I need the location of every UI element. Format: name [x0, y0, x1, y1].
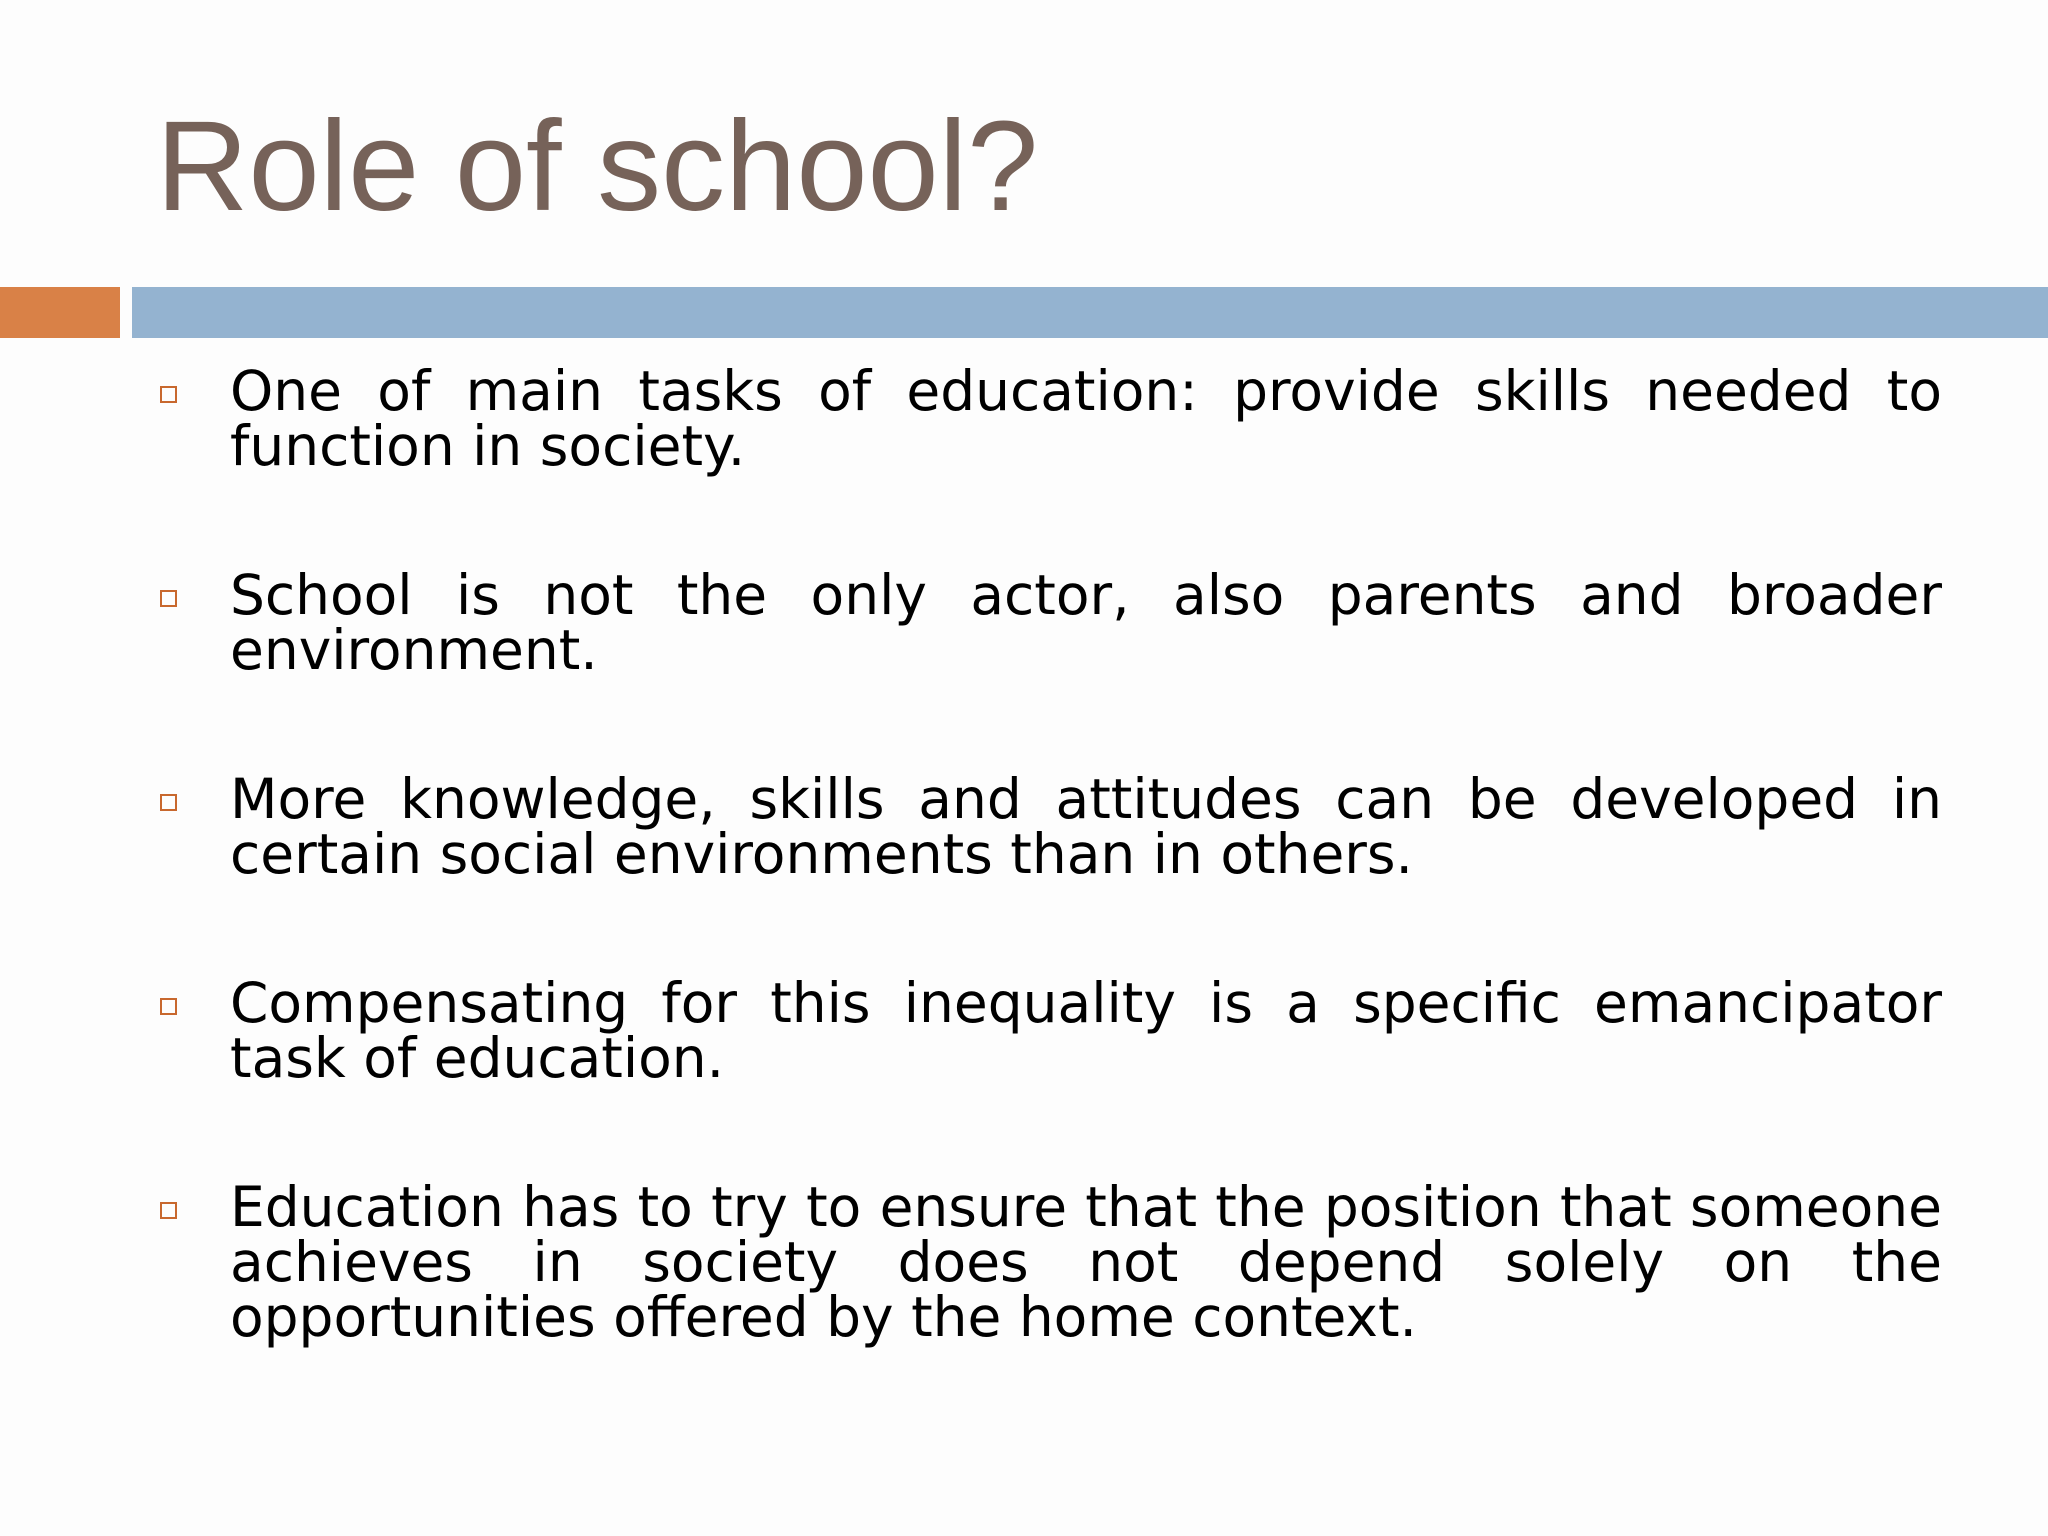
bullet-list [160, 359, 1942, 1400]
hollow-square-bullet-icon [160, 386, 177, 403]
bullet-text: School is not the only actor, also parents and broader environment. [230, 563, 1942, 682]
hollow-square-bullet-icon [160, 998, 177, 1015]
bullet-text: Education has to try to ensure that the position that someone achieves in society does not depend solely on the opportunities offered by the home context. [230, 1175, 1942, 1349]
hollow-square-bullet-icon [160, 1202, 177, 1219]
bullet-text: One of main tasks of education: provide skills needed to function in society. [230, 359, 1942, 478]
bullet-text: Compensating for this inequality is a specific emancipator task of education. [230, 971, 1942, 1090]
bullet-item [160, 767, 1942, 976]
accent-bar-orange [0, 287, 120, 338]
slide-title: Role of school? [156, 95, 1039, 238]
hollow-square-bullet-icon [160, 794, 177, 811]
bullet-item [160, 563, 1942, 772]
bullet-item [160, 971, 1942, 1180]
bullet-item [160, 1175, 1942, 1400]
accent-bar-blue [132, 287, 2048, 338]
bullet-item [160, 359, 1942, 568]
bullet-text: More knowledge, skills and attitudes can be developed in certain social environments than in others. [230, 767, 1942, 886]
hollow-square-bullet-icon [160, 590, 177, 607]
